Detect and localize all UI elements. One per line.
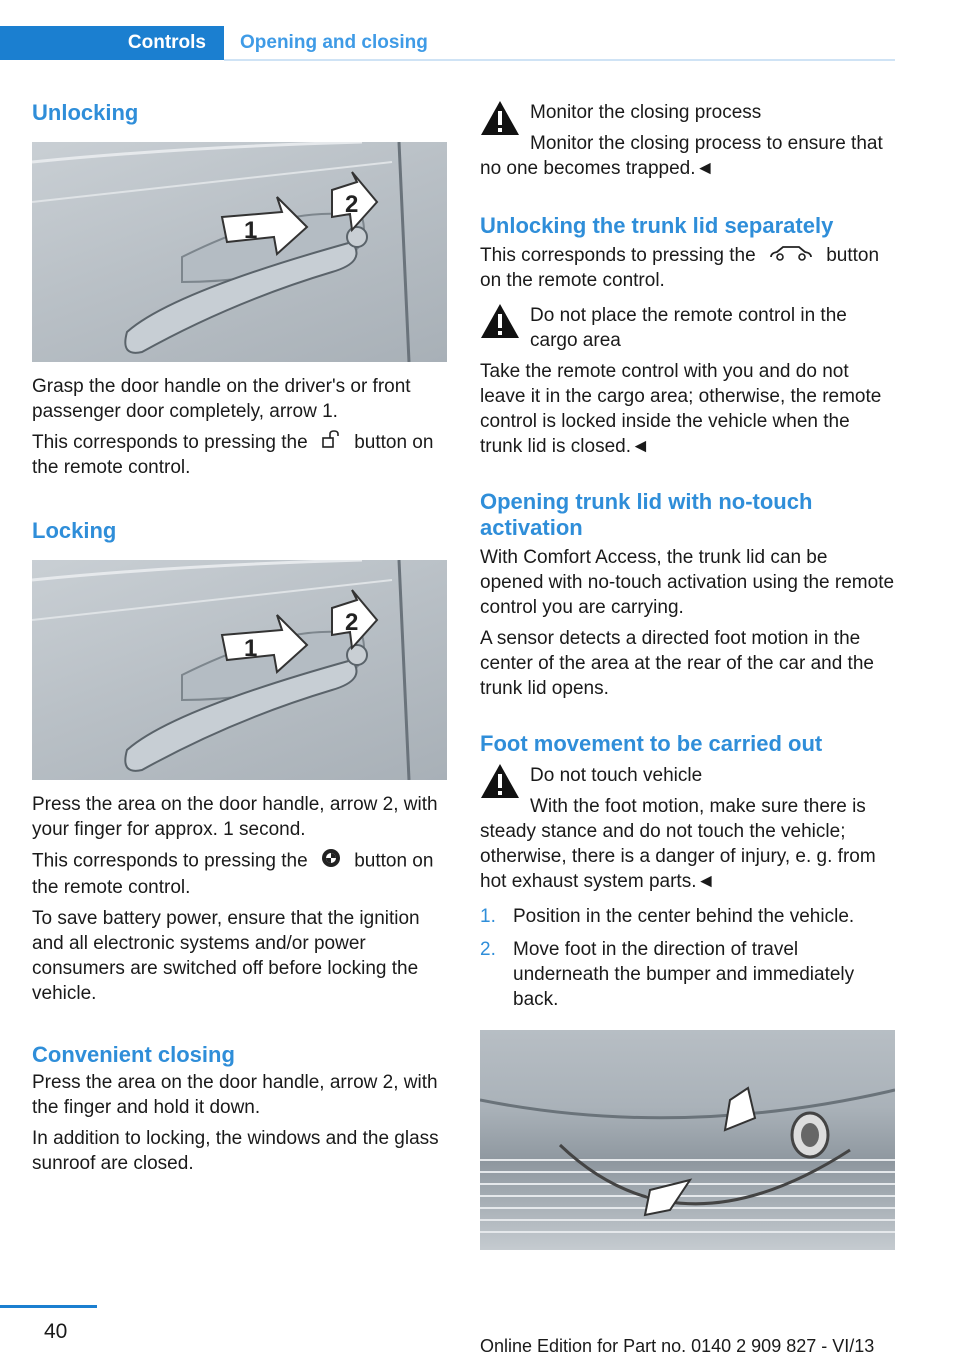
list-item: 2. Move foot in the direction of travel underneath the bumper and immediately back. <box>480 939 855 1011</box>
section-title-foot-movement: Foot movement to be carried out <box>480 731 823 757</box>
locking-p2-text-a: This corresponds to pressing the <box>32 851 308 872</box>
locking-paragraph-3: To save battery power, ensure that the ignition and all electronic systems and/or power consumers are switched off before locking the vehicle. <box>32 908 420 1005</box>
arrow-label-2: 2 <box>345 191 359 218</box>
section-title-no-touch: Opening trunk lid with no-touch activation <box>480 489 813 541</box>
page-number: 40 <box>44 1320 68 1343</box>
notouch-paragraph-2: A sensor detects a directed foot motion in the center of the area at the rear of the car and the trunk lid opens. <box>480 628 874 700</box>
unlocking-p2-text-b: button on the remote control. <box>32 432 434 479</box>
tab-opening-and-closing[interactable]: Opening and closing <box>240 32 428 53</box>
left-column <box>32 100 447 1176</box>
locking-p2-text-b: button on the remote control. <box>32 851 434 899</box>
tab-controls[interactable]: Controls <box>0 26 224 60</box>
unlocking-paragraph-2 <box>32 430 447 480</box>
unlocking-p2-text-a: This corresponds to pressing the <box>32 432 308 453</box>
trunk-p1-text-a: This corresponds to pressing the <box>480 245 756 266</box>
warning-triangle-icon <box>480 303 520 339</box>
warning-1-title: Monitor the closing process <box>530 102 762 123</box>
section-title-convenient-closing: Convenient closing <box>32 1042 235 1068</box>
trunk-car-icon <box>769 243 813 268</box>
warning-monitor-closing <box>480 100 895 181</box>
arrow-label-1: 1 <box>244 217 258 244</box>
unlocking-paragraph-1: Grasp the door handle on the driver's or front passenger door completely, arrow 1. <box>32 376 411 422</box>
trunk-paragraph-1 <box>480 243 895 293</box>
warning-remote-cargo <box>480 303 895 459</box>
warning-do-not-touch <box>480 763 895 894</box>
arrow-label-1: 1 <box>244 635 258 663</box>
section-title-unlocking: Unlocking <box>32 100 139 125</box>
notouch-paragraph-1: With Comfort Access, the trunk lid can be opened with no-touch activation using the remote control you are carrying. <box>480 547 895 619</box>
warning-triangle-icon <box>480 763 520 799</box>
list-item: 1. Position in the center behind the vehicle. <box>480 906 855 928</box>
header-divider <box>224 59 895 61</box>
section-title-locking: Locking <box>32 518 117 544</box>
warning-2-title: Do not place the remote control in the cargo area <box>530 305 847 352</box>
convenient-paragraph-2: In addition to locking, the windows and the glass sunroof are closed. <box>32 1128 439 1175</box>
door-handle-photo-unlocking <box>32 142 447 362</box>
foot-motion-photo <box>480 1030 895 1250</box>
right-column <box>480 100 895 1250</box>
locking-paragraph-1: Press the area on the door handle, arrow 2, with your finger for approx. 1 second. <box>32 794 438 841</box>
edition-footer: Online Edition for Part no. 0140 2 909 827 - VI/13 <box>480 1336 875 1356</box>
unlock-icon <box>321 430 341 455</box>
warning-3-title: Do not touch vehicle <box>530 765 703 787</box>
lock-icon <box>321 848 341 875</box>
header-tabs <box>0 26 895 62</box>
warning-3-body: With the foot motion, make sure there is steady stance and do not touch the vehicle; otherwise, there is a danger of injury, e. g. from hot exhaust system parts.◄ <box>480 796 876 893</box>
section-title-trunk-lid-separately: Unlocking the trunk lid separately <box>480 213 834 238</box>
locking-paragraph-2 <box>32 848 447 900</box>
door-handle-illustration <box>32 142 447 362</box>
trunk-p1-text-b: button on the remote control. <box>480 245 880 292</box>
warning-2-body: Take the remote control with you and do not leave it in the cargo area; otherwise, the remote control is locked inside the vehicle when the trunk lid is closed.◄ <box>480 361 882 458</box>
warning-triangle-icon <box>480 100 520 136</box>
door-handle-photo-locking <box>32 560 447 780</box>
door-handle-illustration-2 <box>32 560 447 780</box>
steps-list <box>480 904 895 1012</box>
arrow-label-2: 2 <box>345 609 359 637</box>
footer-accent-line <box>0 1305 97 1308</box>
warning-1-body: Monitor the closing process to ensure that no one becomes trapped.◄ <box>480 133 883 179</box>
convenient-paragraph-1: Press the area on the door handle, arrow 2, with the finger and hold it down. <box>32 1072 438 1119</box>
bumper-illustration <box>480 1030 895 1250</box>
